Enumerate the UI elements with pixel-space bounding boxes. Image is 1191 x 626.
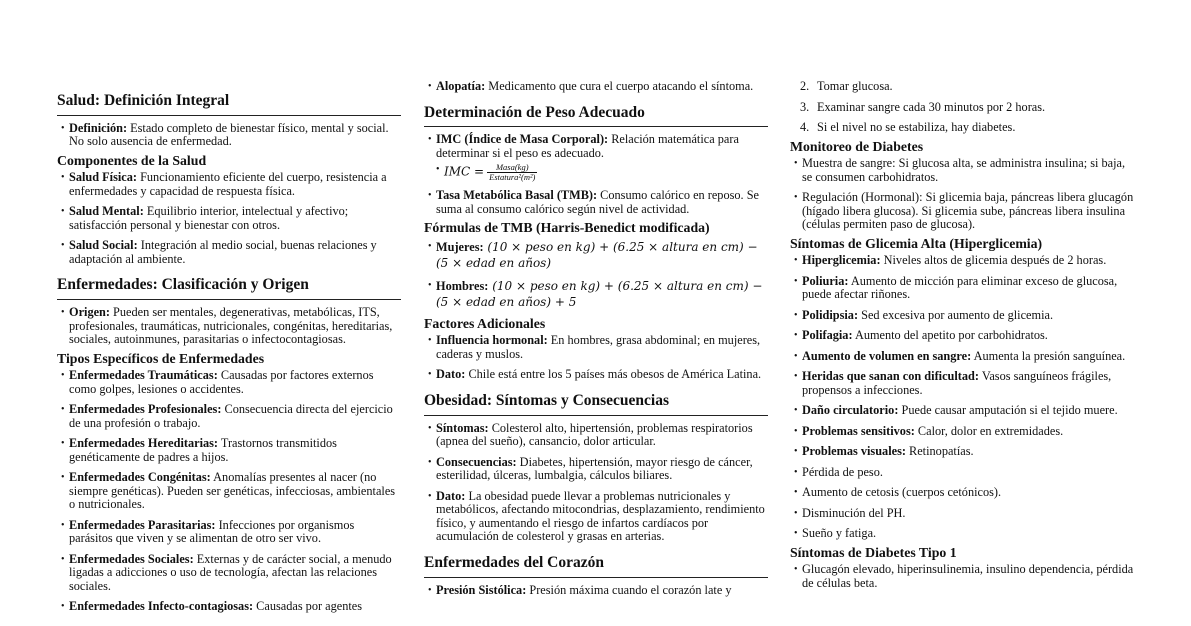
- item-term: Enfermedades Infecto-contagiosas:: [69, 599, 254, 614]
- formula-line: (5 × edad en años) + 5: [436, 294, 577, 309]
- section-title-corazon: Enfermedades del Corazón: [424, 554, 768, 578]
- item-text: Regulación (Hormonal): Si glicemia baja, páncreas libera glucagón (hígado libera glucosa). Si glicemia sube, páncreas libera insulina (células permiten paso de glucosa).: [802, 190, 1134, 232]
- item-term: Enfermedades Congénitas:: [69, 470, 211, 485]
- subsection-title-tipos: Tipos Específicos de Enfermedades: [57, 350, 265, 366]
- item-term: Origen:: [69, 305, 110, 320]
- list-item: [790, 527, 1135, 541]
- list-item: [790, 157, 1135, 184]
- list-item: [424, 368, 768, 382]
- subsection-title-tipo1: Síntomas de Diabetes Tipo 1: [790, 544, 957, 560]
- item-text: Consumo calórico en reposo. Se suma al consumo calórico según nivel de actividad.: [436, 188, 759, 216]
- item-text: Integración al medio social, buenas relaciones y adaptación al ambiente.: [69, 238, 377, 266]
- item-text: Calor, dolor en extremidades.: [914, 423, 1064, 438]
- list-item: [790, 350, 1135, 364]
- item-term: Polifagia:: [802, 328, 853, 343]
- list-item: [790, 80, 1135, 94]
- list-enfermedades: [57, 306, 401, 347]
- item-text: Consecuencia directa del ejercicio de una profesión o trabajo.: [69, 402, 393, 430]
- item-term: Alopatía:: [436, 79, 486, 93]
- item-term: Enfermedades Traumáticas:: [69, 368, 218, 383]
- item-text: Vasos sanguíneos frágiles, propensos a infecciones.: [802, 369, 1112, 397]
- subsection-title-hiperglicemia: Síntomas de Glicemia Alta (Hiperglicemia): [790, 235, 1043, 251]
- column-right: [790, 80, 1135, 597]
- item-text: Equilibrio interior, intelectual y afectivo; satisfacción personal y bienestar con otros.: [69, 204, 349, 232]
- item-term: Presión Sistólica:: [436, 582, 527, 597]
- item-text: Tomar glucosa.: [817, 79, 893, 93]
- imc-denominator: Estatura²(m²): [489, 172, 536, 183]
- list-factores: [424, 334, 768, 382]
- item-term: Polidipsia:: [802, 307, 859, 322]
- item-text: Estado completo de bienestar físico, mental y social. No solo ausencia de enfermedad.: [69, 120, 389, 149]
- list-item: [424, 80, 768, 94]
- item-text: Si el nivel no se estabiliza, hay diabetes.: [817, 120, 1016, 134]
- item-text: Causadas por factores externos como golpes, lesiones o accidentes.: [69, 368, 374, 396]
- list-item: [57, 306, 401, 347]
- item-term: Poliuria:: [802, 273, 849, 288]
- formula-line: (10 × peso en kg) + (6.25 × altura en cm) −: [483, 239, 758, 254]
- list-item: [424, 422, 768, 449]
- item-text: Diabetes, hipertensión, mayor riesgo de cáncer, esterilidad, úlceras, lumbalgia, cálculos biliares.: [436, 454, 753, 483]
- item-text: Aumento del apetito por carbohidratos.: [852, 328, 1048, 343]
- list-componentes: [57, 171, 401, 266]
- item-term: Enfermedades Profesionales:: [69, 402, 222, 417]
- item-term: Mujeres:: [436, 239, 484, 254]
- subsection-title-formulas: Fórmulas de TMB (Harris-Benedict modificada): [424, 220, 710, 236]
- list-item: [57, 205, 401, 232]
- list-item: [790, 445, 1135, 459]
- item-text: Disminución del PH.: [802, 505, 906, 520]
- item-term: Daño circulatorio:: [802, 403, 899, 418]
- item-term: Consecuencias:: [436, 454, 517, 469]
- section-title-enfermedades: Enfermedades: Clasificación y Origen: [57, 276, 401, 300]
- item-text: Retinopatías.: [905, 444, 974, 459]
- list-item: [57, 437, 401, 464]
- list-item: [790, 329, 1135, 343]
- list-item: [424, 334, 768, 361]
- item-term: Heridas que sanan con dificultad:: [802, 369, 979, 384]
- list-item: [424, 584, 768, 598]
- item-term: Enfermedades Hereditarias:: [69, 436, 219, 451]
- item-term: Influencia hormonal:: [436, 333, 548, 348]
- item-text: Aumento de cetosis (cuerpos cetónicos).: [802, 485, 1002, 500]
- list-salud: [57, 122, 401, 149]
- section-title-salud: Salud: Definición Integral: [57, 92, 401, 116]
- item-text: Puede causar amputación si el tejido muere.: [898, 403, 1118, 418]
- item-term: Definición:: [69, 120, 128, 135]
- list-item: [790, 370, 1135, 397]
- item-text: Niveles altos de glicemia después de 2 horas.: [880, 253, 1107, 268]
- item-text: Trastornos transmitidos genéticamente de padres a hijos.: [69, 436, 337, 464]
- list-steps: [790, 80, 1135, 135]
- list-item: [790, 507, 1135, 521]
- list-item: [790, 191, 1135, 232]
- list-item: [790, 486, 1135, 500]
- list-item: [57, 519, 401, 546]
- imc-numerator: Masa(kg): [487, 163, 537, 173]
- item-text: Funcionamiento eficiente del cuerpo, resistencia a enfermedades y capacidad de respuesta física.: [69, 170, 387, 198]
- list-alopatia: [424, 80, 768, 94]
- subsection-title-factores: Factores Adicionales: [424, 315, 546, 331]
- list-item: [790, 101, 1135, 115]
- imc-fraction: [487, 163, 537, 182]
- item-term: Síntomas:: [436, 420, 489, 435]
- item-text: Muestra de sangre: Si glucosa alta, se administra insulina; si baja, se consumen carbohidratos.: [802, 156, 1126, 184]
- item-term: Problemas visuales:: [802, 444, 906, 459]
- list-item: [57, 171, 401, 198]
- column-left: [57, 92, 401, 621]
- list-item: [790, 563, 1135, 590]
- item-text: Glucagón elevado, hiperinsulinemia, insulino dependencia, pérdida de células beta.: [802, 562, 1134, 590]
- list-item: [424, 278, 768, 310]
- list-obesidad: [424, 422, 768, 544]
- item-text: En hombres, grasa abdominal; en mujeres, caderas y muslos.: [436, 333, 761, 361]
- item-text: Presión máxima cuando el corazón late y: [526, 582, 732, 597]
- item-term: Aumento de volumen en sangre:: [802, 348, 972, 363]
- list-item: [790, 466, 1135, 480]
- list-corazon: [424, 584, 768, 598]
- item-term: Tasa Metabólica Basal (TMB):: [436, 188, 598, 203]
- section-title-peso: Determinación de Peso Adecuado: [424, 104, 768, 128]
- subsection-title-monitoreo: Monitoreo de Diabetes: [790, 138, 924, 154]
- imc-formula-lhs: IMC =: [444, 164, 485, 179]
- item-text: Aumenta la presión sanguínea.: [971, 348, 1126, 363]
- list-item: [790, 404, 1135, 418]
- list-peso: [424, 133, 768, 216]
- item-text: Pueden ser mentales, degenerativas, metabólicas, ITS, profesionales, traumáticas, nutricionales, congénitas, hereditarias, sociales, autoinmunes, parasitarias o infectocontagiosas.: [69, 305, 393, 347]
- list-item: [424, 239, 768, 271]
- subsection-title-componentes: Componentes de la Salud: [57, 152, 207, 168]
- column-middle: [424, 80, 768, 604]
- list-item: [57, 600, 401, 614]
- list-item: [790, 425, 1135, 439]
- section-title-obesidad: Obesidad: Síntomas y Consecuencias: [424, 392, 768, 416]
- list-item: [57, 471, 401, 512]
- list-tipos: [57, 369, 401, 614]
- list-item: [57, 122, 401, 149]
- item-text: Medicamento que cura el cuerpo atacando el síntoma.: [485, 79, 754, 93]
- list-item: [424, 133, 768, 160]
- item-text: Examinar sangre cada 30 minutos por 2 horas.: [817, 99, 1046, 114]
- item-text: Anomalías presentes al nacer (no siempre genéticas). Pueden ser genéticas, infecciosas, ambientales o nutricionales.: [69, 470, 396, 512]
- list-item: [790, 254, 1135, 268]
- imc-formula: [432, 163, 768, 182]
- item-text: Sueño y fatiga.: [802, 526, 877, 541]
- item-term: Enfermedades Parasitarias:: [69, 517, 216, 532]
- list-item: [790, 121, 1135, 135]
- step-number: 4.: [800, 120, 810, 134]
- formula-line: (10 × peso en kg) + (6.25 × altura en cm) −: [488, 278, 763, 293]
- list-item: [424, 490, 768, 544]
- list-monitoreo: [790, 157, 1135, 232]
- list-hiperglicemia: [790, 254, 1135, 541]
- list-formulas: [424, 239, 768, 310]
- item-text: Infecciones por organismos parásitos que viven y se alimentan de otro ser vivo.: [69, 517, 355, 546]
- item-term: Salud Física:: [69, 170, 137, 185]
- list-item: [57, 369, 401, 396]
- item-term: Enfermedades Sociales:: [69, 551, 194, 566]
- item-text: Chile está entre los 5 países más obesos de América Latina.: [465, 367, 762, 382]
- item-text: Relación matemática para determinar si el peso es adecuado.: [436, 132, 739, 160]
- item-text: Aumento de micción para eliminar exceso de glucosa, puede afectar riñones.: [802, 273, 1118, 302]
- list-item: [790, 309, 1135, 323]
- item-text: Pérdida de peso.: [802, 464, 883, 479]
- item-text: Externas y de carácter social, a menudo ligadas a adicciones o uso de tecnología, afectan las relaciones sociales.: [69, 551, 392, 593]
- item-text: Colesterol alto, hipertensión, problemas respiratorios (apnea del sueño), cansancio, dolor articular.: [436, 420, 753, 449]
- item-text: Causadas por agentes: [253, 599, 363, 614]
- list-item: [57, 239, 401, 266]
- step-number: 2.: [800, 79, 810, 93]
- item-term: Dato:: [436, 367, 466, 382]
- item-term: Salud Social:: [69, 238, 138, 253]
- list-item: [424, 456, 768, 483]
- item-term: Salud Mental:: [69, 204, 144, 219]
- formula-line: (5 × edad en años): [436, 255, 552, 270]
- list-item: [57, 553, 401, 594]
- item-term: Problemas sensitivos:: [802, 423, 915, 438]
- item-term: IMC (Índice de Masa Corporal):: [436, 132, 609, 147]
- item-text: Sed excesiva por aumento de glicemia.: [858, 307, 1054, 322]
- list-item: [57, 403, 401, 430]
- step-number: 3.: [800, 99, 810, 114]
- item-term: Hombres:: [436, 278, 489, 293]
- list-item: [424, 189, 768, 216]
- item-text: La obesidad puede llevar a problemas nutricionales y metabólicos, afectando mitocondrias, desplazamiento, rendimiento físico, y aumentando el riesgo de infartos cardíacos por acumulación de colesterol y grasas en arterias.: [436, 488, 765, 544]
- item-term: Hiperglicemia:: [802, 253, 881, 268]
- item-term: Dato:: [436, 488, 466, 503]
- list-tipo1: [790, 563, 1135, 590]
- list-item: [790, 275, 1135, 302]
